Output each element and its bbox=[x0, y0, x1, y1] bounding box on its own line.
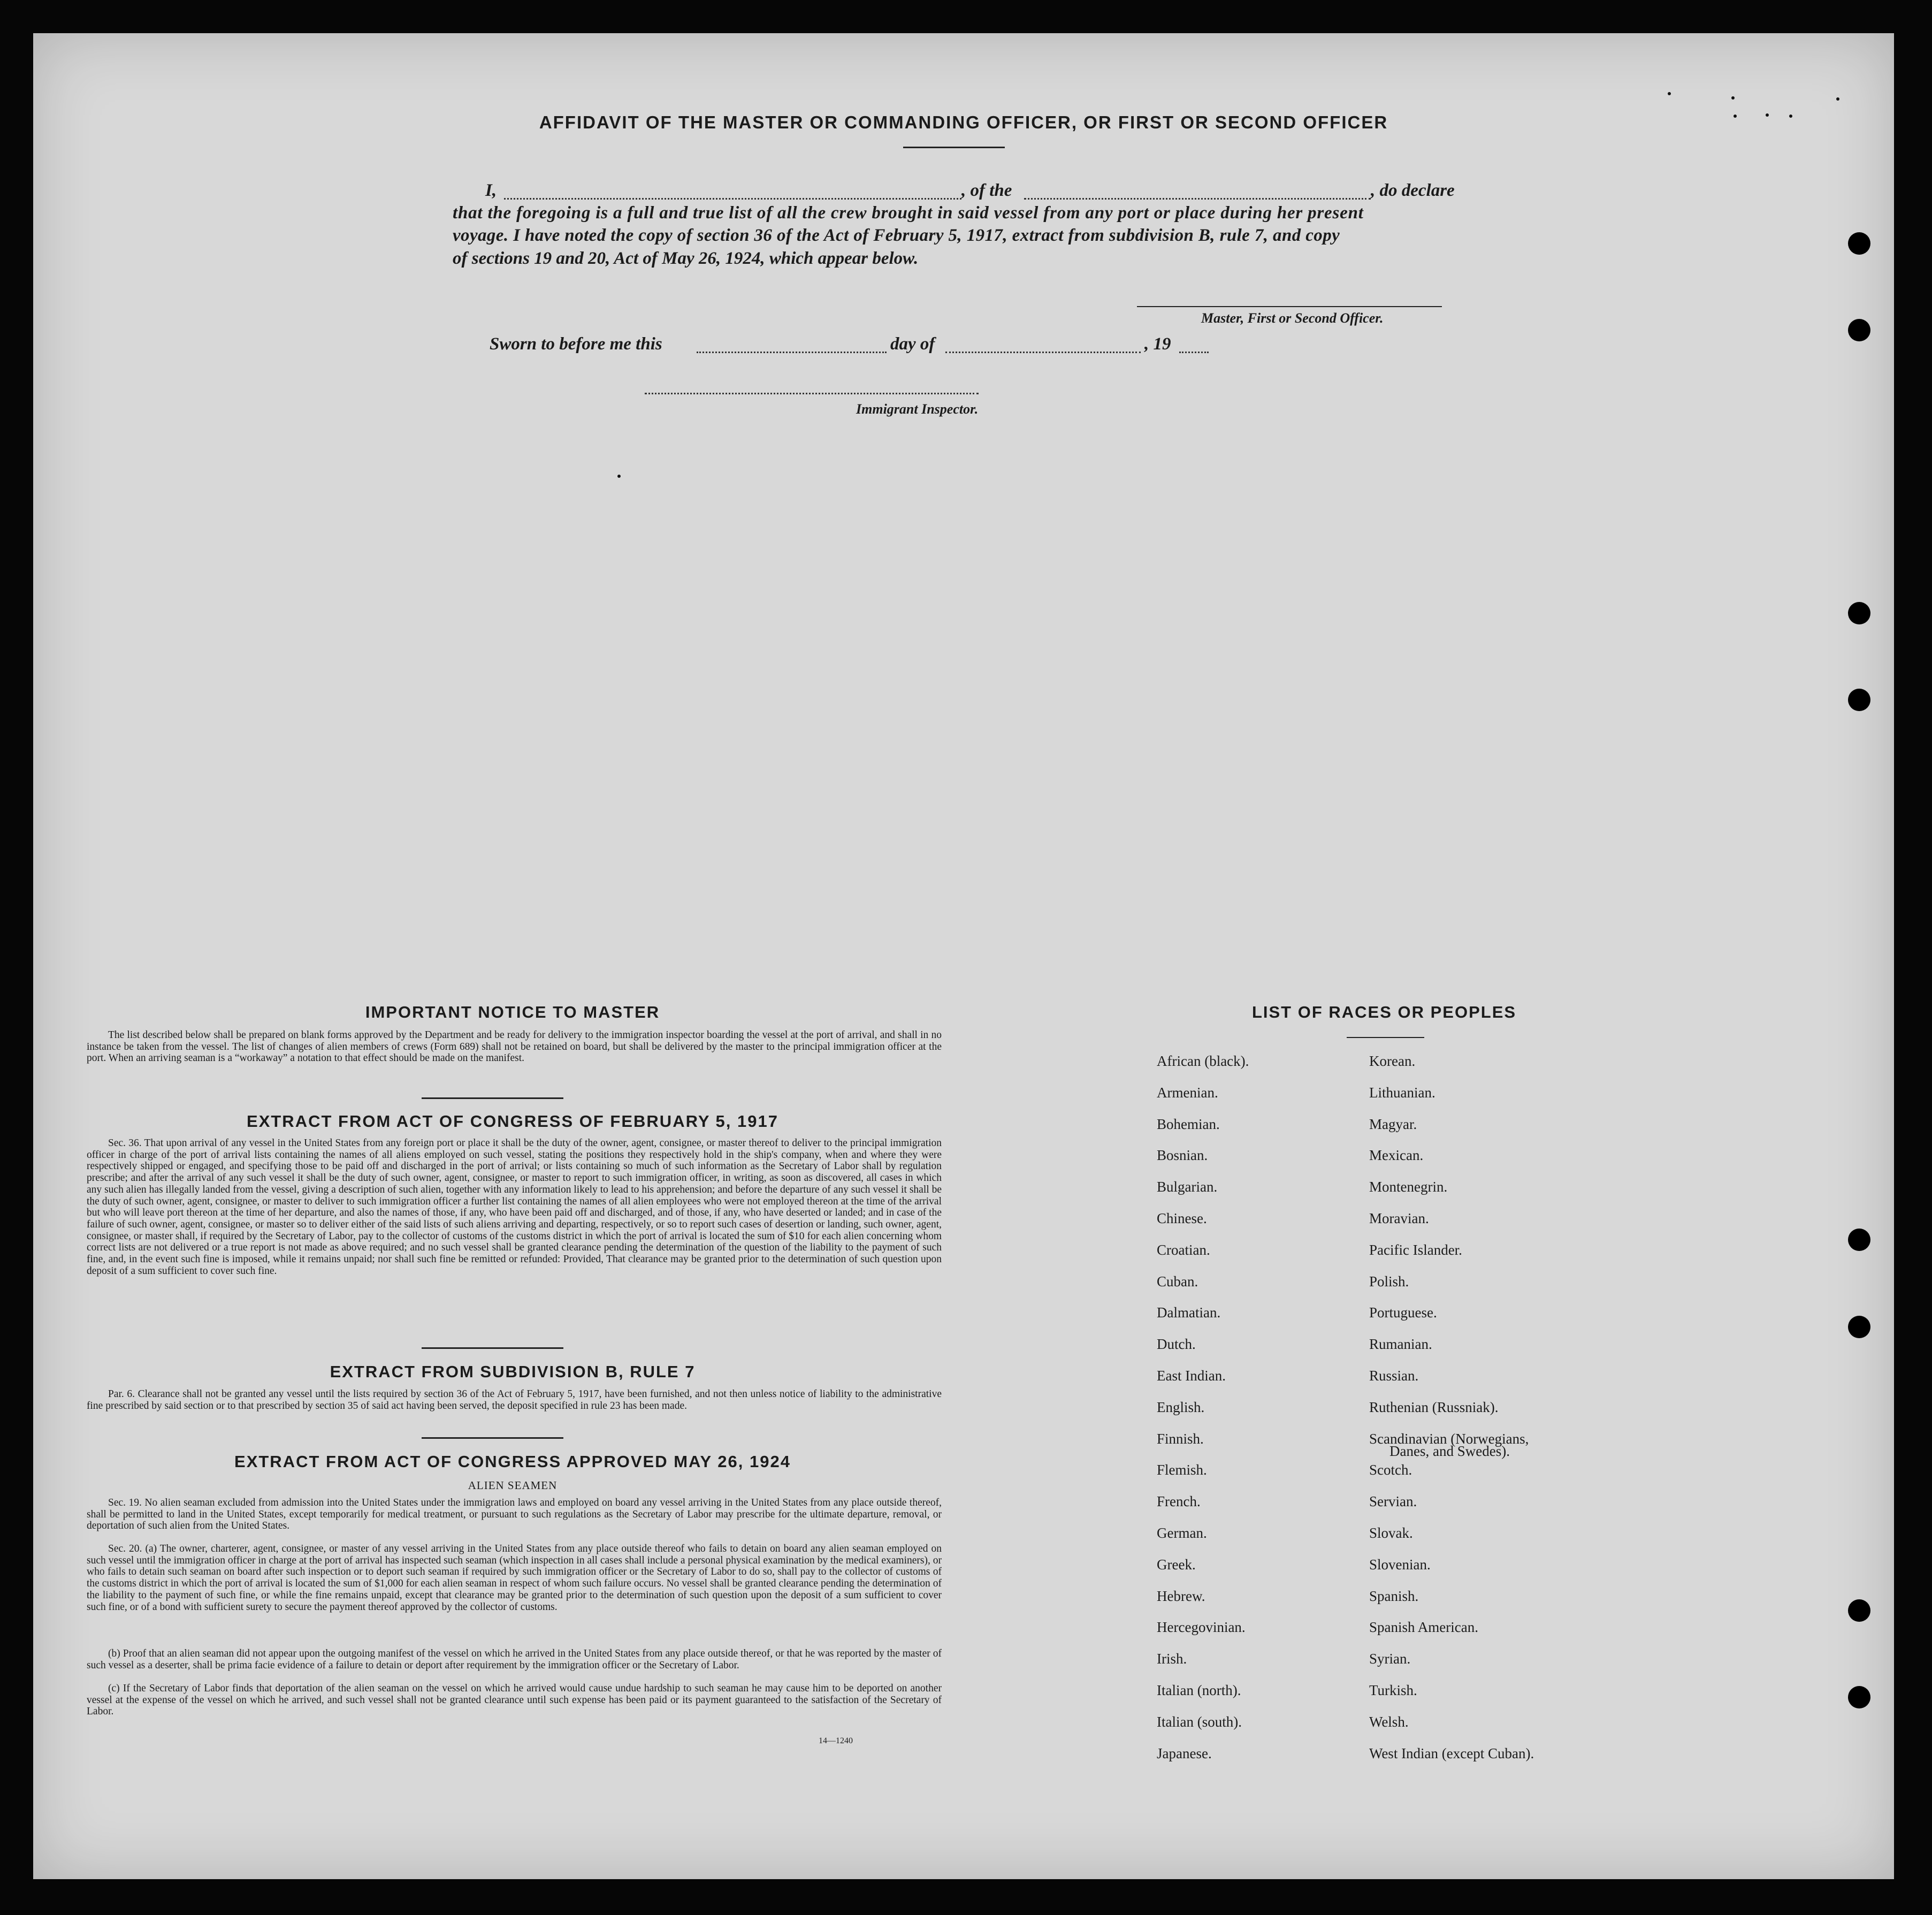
binder-hole bbox=[1848, 1599, 1870, 1622]
race-item: Portuguese. bbox=[1369, 1304, 1437, 1321]
notice-title: IMPORTANT NOTICE TO MASTER bbox=[365, 1003, 660, 1021]
race-item: East Indian. bbox=[1157, 1368, 1226, 1384]
binder-hole bbox=[1848, 1686, 1870, 1708]
race-item: Irish. bbox=[1157, 1651, 1187, 1667]
affidavit-i: I, bbox=[485, 181, 497, 200]
race-item: Syrian. bbox=[1369, 1651, 1411, 1667]
race-item: Spanish. bbox=[1369, 1588, 1419, 1604]
speck bbox=[1668, 92, 1671, 95]
affidavit-of-the: , of the bbox=[961, 181, 1012, 200]
binder-hole bbox=[1848, 319, 1870, 341]
master-signature-line bbox=[1137, 306, 1442, 307]
year-blank bbox=[1179, 352, 1209, 353]
race-item: Dutch. bbox=[1157, 1336, 1196, 1353]
race-item: Moravian. bbox=[1369, 1210, 1429, 1226]
divider-2 bbox=[422, 1347, 563, 1349]
inspector-caption: Immigrant Inspector. bbox=[856, 401, 979, 417]
race-item: Croatian. bbox=[1157, 1241, 1210, 1258]
race-item: Cuban. bbox=[1157, 1273, 1198, 1290]
race-item: German. bbox=[1157, 1525, 1207, 1541]
alien-seamen-subtitle: ALIEN SEAMEN bbox=[468, 1479, 558, 1492]
speck bbox=[1836, 97, 1839, 101]
day-of-text: day of bbox=[890, 334, 935, 354]
race-item: Chinese. bbox=[1157, 1210, 1207, 1226]
speck bbox=[617, 475, 621, 478]
affidavit-line2: that the foregoing is a full and true list of all the crew brought in said vessel from any port or place during her present bbox=[453, 203, 1364, 223]
races-title: LIST OF RACES OR PEOPLES bbox=[1251, 1003, 1517, 1021]
race-item: Ruthenian (Russniak). bbox=[1369, 1399, 1499, 1415]
rule7-title: EXTRACT FROM SUBDIVISION B, RULE 7 bbox=[330, 1362, 696, 1381]
name-blank bbox=[504, 198, 961, 200]
speck bbox=[1789, 115, 1792, 118]
binder-hole bbox=[1848, 1229, 1870, 1251]
extract-1924-title: EXTRACT FROM ACT OF CONGRESS APPROVED MAY 26, 1924 bbox=[234, 1452, 791, 1471]
race-item: Bosnian. bbox=[1157, 1147, 1208, 1164]
race-item: French. bbox=[1157, 1493, 1201, 1510]
race-item: Rumanian. bbox=[1369, 1336, 1432, 1353]
speck bbox=[1731, 96, 1735, 100]
race-item: Bulgarian. bbox=[1157, 1179, 1218, 1195]
race-item: Finnish. bbox=[1157, 1430, 1204, 1447]
affidavit-line3: voyage. I have noted the copy of section 36 of the Act of February 5, 1917, extract from subdivision B, rule 7, and copy bbox=[453, 226, 1340, 245]
affidavit-line4: of sections 19 and 20, Act of May 26, 1924, which appear below. bbox=[453, 249, 919, 268]
race-item: Korean. bbox=[1369, 1053, 1416, 1069]
affidavit-title: AFFIDAVIT OF THE MASTER OR COMMANDING OFFICER, OR FIRST OR SECOND OFFICER bbox=[539, 112, 1388, 132]
race-item: Slovenian. bbox=[1369, 1556, 1431, 1573]
race-scandinavian-continued: Danes, and Swedes). bbox=[1389, 1443, 1510, 1459]
sec19-body: Sec. 19. No alien seaman excluded from admission into the United States under the immigration laws and employed on board any vessel arriving in the United States from any place outside thereof, shall be permitted to land in the United States, except temporarily for medical treatment, or pursuant to such regulations as the Secretary of Labor may prescribe for the ultimate departure, removal, or deportation of such alien from the United States. bbox=[87, 1497, 942, 1532]
binder-hole bbox=[1848, 232, 1870, 255]
race-item: Hercegovinian. bbox=[1157, 1619, 1246, 1636]
speck bbox=[1734, 115, 1737, 118]
race-item: Flemish. bbox=[1157, 1462, 1207, 1478]
race-item: Greek. bbox=[1157, 1556, 1196, 1573]
master-caption: Master, First or Second Officer. bbox=[1201, 310, 1384, 326]
affidavit-declare: , do declare bbox=[1371, 181, 1455, 200]
divider-3 bbox=[422, 1437, 563, 1439]
race-item: West Indian (except Cuban). bbox=[1369, 1745, 1534, 1761]
extract-1917-body: Sec. 36. That upon arrival of any vessel in the United States from any foreign port or place it shall be the duty of the owner, agent, consignee, or master thereof to deliver to the principal immigration officer in charge of the port of arrival lists containing the names of all aliens employed on such vessel, stating the positions they respectively hold in the ship's company, when and where they were respectively shipped or engaged, and specifying those to be paid off and discharged in the port of arrival; or lists containing so much of such information as the Secretary of Labor shall by regulation prescribe; and after the arrival of any such vessel it shall be the duty of such owner, agent, consignee, or master to report to such immigration officer, in writing, as soon as discovered, all cases in which any such alien has illegally landed from the vessel, giving a description of such alien, together with any information likely to lead to his apprehension; and before the departure of any such vessel it shall be the duty of such owner, agent, consignee, or master to deliver to such immigration officer a further list containing the names of all alien employees who were not employed thereon at the time of the arrival but who will leave port thereon at the time of her departure, and also the names of those, if any, who have been paid off and discharged, and of those, if any, who have deserted or landed; and in case of the failure of such owner, agent, consignee, or master so to deliver either of the said lists of such aliens arriving and departing, respectively, or so to report such cases of desertion or landing, such owner, agent, consignee, or master shall, if required by the Secretary of Labor, pay to the collector of customs of the customs district in which the port of arrival is located the sum of $10 for each alien concerning whom correct lists are not delivered or a true report is not made as above required; and no such vessel shall be granted clearance pending the determination of the question of the liability to the payment of such fine, and, in the event such fine is imposed, while it remains unpaid; nor shall such fine be remitted or refunded: Provided, That clearance may be granted prior to the determination of such question upon deposit of a sum sufficient to cover such fine. bbox=[87, 1138, 942, 1277]
race-item: Italian (north). bbox=[1157, 1682, 1241, 1698]
race-item: Slovak. bbox=[1369, 1525, 1413, 1541]
divider-1 bbox=[422, 1097, 563, 1099]
sec20c-body: (c) If the Secretary of Labor finds that deportation of the alien seaman on the vessel on which he arrived would cause undue hardship to such seaman he may cause him to be deported on another vessel at the expense of the vessel on which he arrived, and such vessel shall not be granted clearance until such expense has been paid or its payment guaranteed to the satisfaction of the Secretary of Labor. bbox=[87, 1683, 942, 1718]
races-title-rule bbox=[1347, 1037, 1424, 1038]
race-item: Polish. bbox=[1369, 1273, 1409, 1290]
race-item: Mexican. bbox=[1369, 1147, 1424, 1164]
form-number: 14—1240 bbox=[819, 1736, 853, 1745]
notice-body: The list described below shall be prepared on blank forms approved by the Department and be ready for delivery to the immigration inspector boarding the vessel at the port of arrival, and shall in no instance be taken from the vessel. The list of changes of alien members of crews (Form 689) shall not be retained on board, but shall be delivered by the master to the principal immigration officer at the port. When an arriving seaman is a “workaway” a notation to that effect should be made on the manifest. bbox=[87, 1029, 942, 1064]
race-item: Scotch. bbox=[1369, 1462, 1412, 1478]
race-item: Spanish American. bbox=[1369, 1619, 1478, 1636]
binder-hole bbox=[1848, 689, 1870, 711]
race-item: Bohemian. bbox=[1157, 1116, 1220, 1132]
sworn-month-blank bbox=[945, 352, 1141, 353]
race-item: English. bbox=[1157, 1399, 1205, 1415]
race-item: Turkish. bbox=[1369, 1682, 1417, 1698]
year-text: , 19 bbox=[1144, 334, 1171, 354]
sec20b-body: (b) Proof that an alien seaman did not appear upon the outgoing manifest of the vessel on which he arrived in the United States from any place outside thereof, or that he was reported by the master of such vessel as a deserter, shall be prima facie evidence of a failure to detain or deport after requirement by the immigration officer or the Secretary of Labor. bbox=[87, 1648, 942, 1671]
sworn-day-blank bbox=[697, 352, 887, 353]
binder-hole bbox=[1848, 1316, 1870, 1338]
race-item: Hebrew. bbox=[1157, 1588, 1205, 1604]
race-item: Montenegrin. bbox=[1369, 1179, 1448, 1195]
rule7-body: Par. 6. Clearance shall not be granted any vessel until the lists required by section 36 of the Act of February 5, 1917, have been furnished, and not then unless notice of liability to the administrative fine prescribed by said section or to that prescribed by section 35 of said act having been served, the deposit specified in rule 23 has been made. bbox=[87, 1388, 942, 1412]
race-item: Armenian. bbox=[1157, 1084, 1218, 1101]
race-item: Pacific Islander. bbox=[1369, 1241, 1462, 1258]
race-item: Russian. bbox=[1369, 1368, 1419, 1384]
race-item: Welsh. bbox=[1369, 1713, 1409, 1730]
inspector-signature-line bbox=[645, 393, 979, 394]
vessel-blank bbox=[1024, 198, 1371, 200]
sworn-text: Sworn to before me this bbox=[490, 334, 662, 354]
race-item: Lithuanian. bbox=[1369, 1084, 1435, 1101]
race-item: Dalmatian. bbox=[1157, 1304, 1221, 1321]
race-item: Magyar. bbox=[1369, 1116, 1417, 1132]
race-item: Italian (south). bbox=[1157, 1713, 1242, 1730]
speck bbox=[1766, 113, 1769, 117]
binder-hole bbox=[1848, 602, 1870, 624]
affidavit-title-rule bbox=[903, 147, 1005, 148]
extract-1917-title: EXTRACT FROM ACT OF CONGRESS OF FEBRUARY 5, 1917 bbox=[247, 1112, 778, 1131]
race-item: Servian. bbox=[1369, 1493, 1417, 1510]
race-item: African (black). bbox=[1157, 1053, 1249, 1069]
sec20a-body: Sec. 20. (a) The owner, charterer, agent, consignee, or master of any vessel arriving in the United States from any place outside thereof who fails to detain on board any alien seaman employed on such vessel until the immigration officer in charge at the port of arrival has inspected such seaman (which inspection in all cases shall include a personal physical examination by the medical examiners), or who fails to detain such seaman on board after such inspection or to deport such seaman if required by such immigration officer or the Secretary of Labor to do so, shall pay to the collector of customs of the customs district in which the port of arrival is located the sum of $1,000 for each alien seaman in respect of whom such failure occurs. No vessel shall be granted clearance pending the determination of the liability to the payment of such fine, or while the fine remains unpaid, except that clearance may be granted prior to the determination of such question upon the deposit of a sum sufficient to cover such fine, or of a bond with sufficient surety to secure the payment thereof approved by the collector of customs. bbox=[87, 1543, 942, 1613]
race-item: Scandinavian (Norwegians, bbox=[1369, 1430, 1529, 1447]
form-sheet bbox=[33, 33, 1894, 1879]
race-item: Japanese. bbox=[1157, 1745, 1212, 1761]
